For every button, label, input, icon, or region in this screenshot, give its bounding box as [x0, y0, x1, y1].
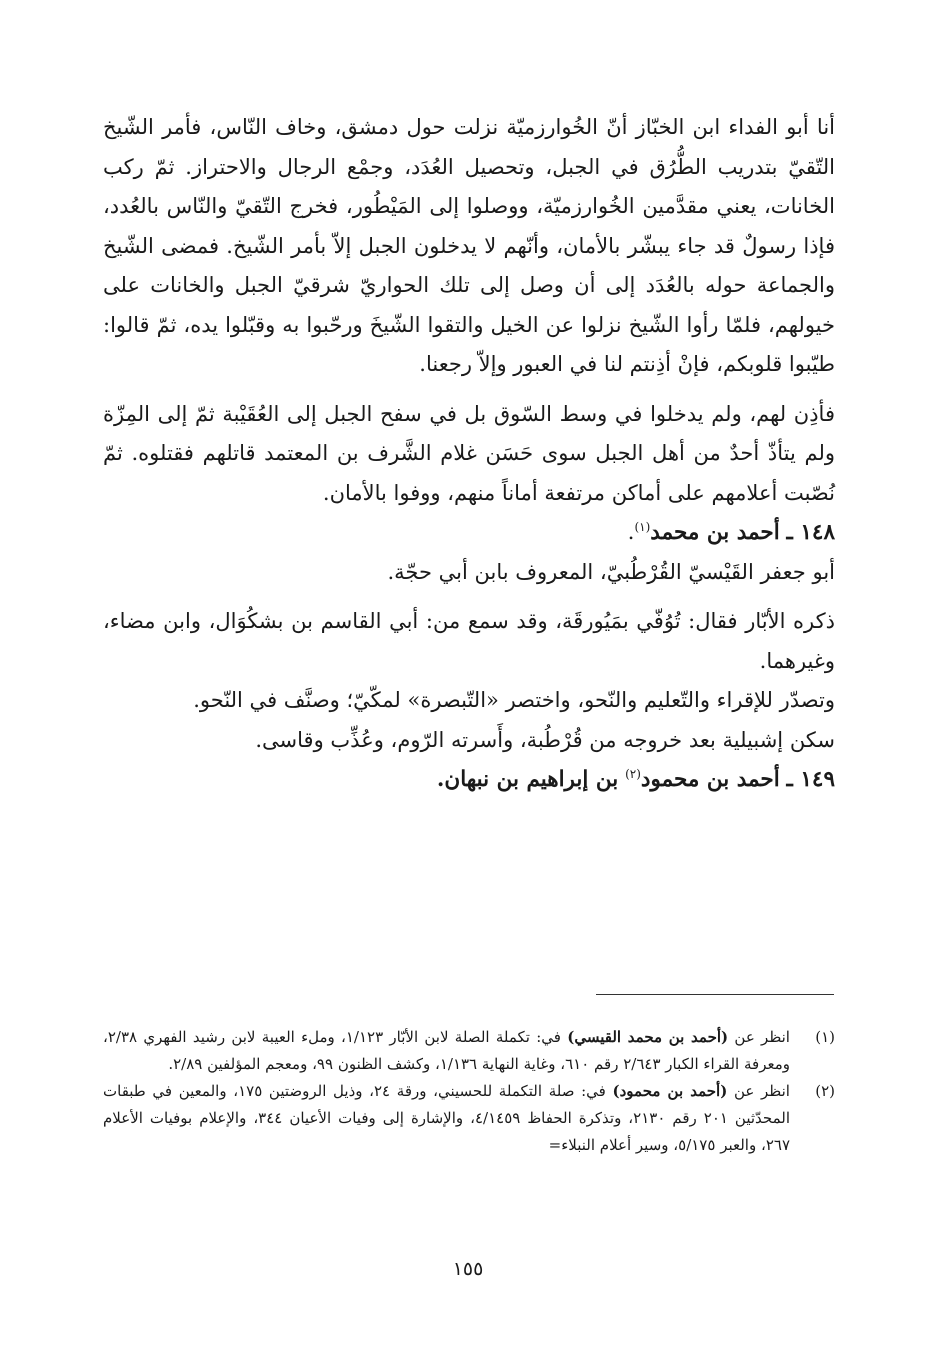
footnote-subject: (أحمد بن محمود)	[612, 1082, 728, 1100]
paragraph: وتصدّر للإقراء والتّعليم والنّحو، واختصر «التّبصرة» لمكّيّ؛ وصنَّف في النّحو.	[193, 688, 835, 712]
page-number: ١٥٥	[452, 1258, 484, 1280]
paragraph: فأذِن لهم، ولم يدخلوا في وسط السّوق بل في سفح الجبل إلى العُقَيْبة ثمّ إلى المِزّة ولم يتأذّ أحدٌ من أهل الجبل سوى حَسَن غلام الشَّرف بن المعتمد قاتلهم فقتلوه. ثمّ نُصّبت أعلامهم على أماكن مرتفعة أماناً منهم، ووفوا بالأمان.	[103, 401, 835, 505]
footnote-separator	[596, 994, 834, 995]
footnote	[103, 1078, 835, 1159]
entry-number: ١٤٩ ـ	[786, 767, 835, 792]
footnote-number: (٢)	[815, 1082, 835, 1100]
entry-tail: .	[627, 520, 635, 545]
paragraph: أبو جعفر القَيْسيّ القُرْطُبيّ، المعروف بابن أبي حجّة.	[387, 559, 835, 584]
entry-heading-149	[103, 760, 835, 800]
footnote-text	[103, 1024, 790, 1078]
entry-tail: بن إبراهيم بن نبهان.	[436, 767, 619, 792]
footnote-text	[103, 1078, 790, 1159]
footnote-body: في: صلة التكملة للحسيني، ورقة ٢٤، وذيل الروضتين ١٧٥، والمعين في طبقات المحدّثين ٢٠١ رقم ٢١٣٠، وتذكرة الحفاظ ٤/١٤٥٩، والإشارة إلى وفيات الأعيان ٣٤٤، والإعلام بوفيات الأعلام ٢٦٧، والعبر ٥/١٧٥، وسير أعلام النبلاء=	[103, 1082, 791, 1154]
entry-number: ١٤٨ ـ	[786, 520, 835, 545]
footnote-body: في: تكملة الصلة لابن الأبّار ١/١٢٣، وملء العيبة لابن رشيد الفهري ٢/٣٨، ومعرفة القراء الكبار ٢/٦٤٣ رقم ٦١٠، وغاية النهاية ١/١٣٦، وكشف الظنون ٩٩، ومعجم المؤلفين ٢/٨٩.	[103, 1028, 790, 1073]
paragraph: ذكره الأبّار فقال: تُوُفّي بمَيُورقَة، وقد سمع من: أبي القاسم بن بشكُوَال، وابن مضاء، وغيرهما.	[103, 609, 835, 673]
footnote-subject: (أحمد بن محمد القيسي)	[567, 1028, 729, 1046]
footnote-ref: (١)	[634, 519, 651, 534]
entry-name: أحمد بن محمد	[650, 520, 780, 545]
main-text	[103, 108, 835, 800]
footnote-pre: انظر عن	[734, 1028, 790, 1046]
entry-heading-148	[103, 513, 835, 553]
footnote-ref: (٢)	[625, 766, 641, 781]
entry-name: أحمد بن محمود	[640, 767, 780, 792]
footnotes	[103, 1024, 835, 1159]
footnote-number: (١)	[815, 1028, 835, 1046]
paragraph: أنا أبو الفداء ابن الخبّاز أنّ الخُوارزميّة نزلت حول دمشق، وخاف النّاس، فأمر الشّيخ التّقيّ بتدريب الطُّرُق في الجبل، وتحصيل العُدَد، وجمْع الرجال والاحتراز. ثمّ ركب الخانات، يعني مقدَّمين الخُوارزميّة، ووصلوا إلى المَيْطُور، فخرج التّقيّ والنّاس بالعُدد، فإذا رسولٌ قد جاء يبشّر بالأمان، وأنّهم لا يدخلون الجبل إلاّ بأمر الشّيخ. فمضى الشّيخ والجماعة حوله بالعُدَد إلى أن وصل إلى تلك الحواريّ شرقيّ الجبل والخانات على خيولهم، فلمّا رأوا الشّيخ نزلوا عن الخيل والتقوا الشّيخَ ورحّبوا به وقبّلوا يده، ثمّ قالوا: طيّبوا قلوبكم، فإنْ أذِنتم لنا في العبور وإلاّ رجعنا.	[103, 115, 835, 376]
footnote-pre: انظر عن	[734, 1082, 790, 1100]
footnote	[103, 1024, 835, 1078]
paragraph: سكن إشبيلية بعد خروجه من قُرْطُبة، وأَسرته الرّوم، وعُذِّب وقاسى.	[255, 727, 835, 752]
